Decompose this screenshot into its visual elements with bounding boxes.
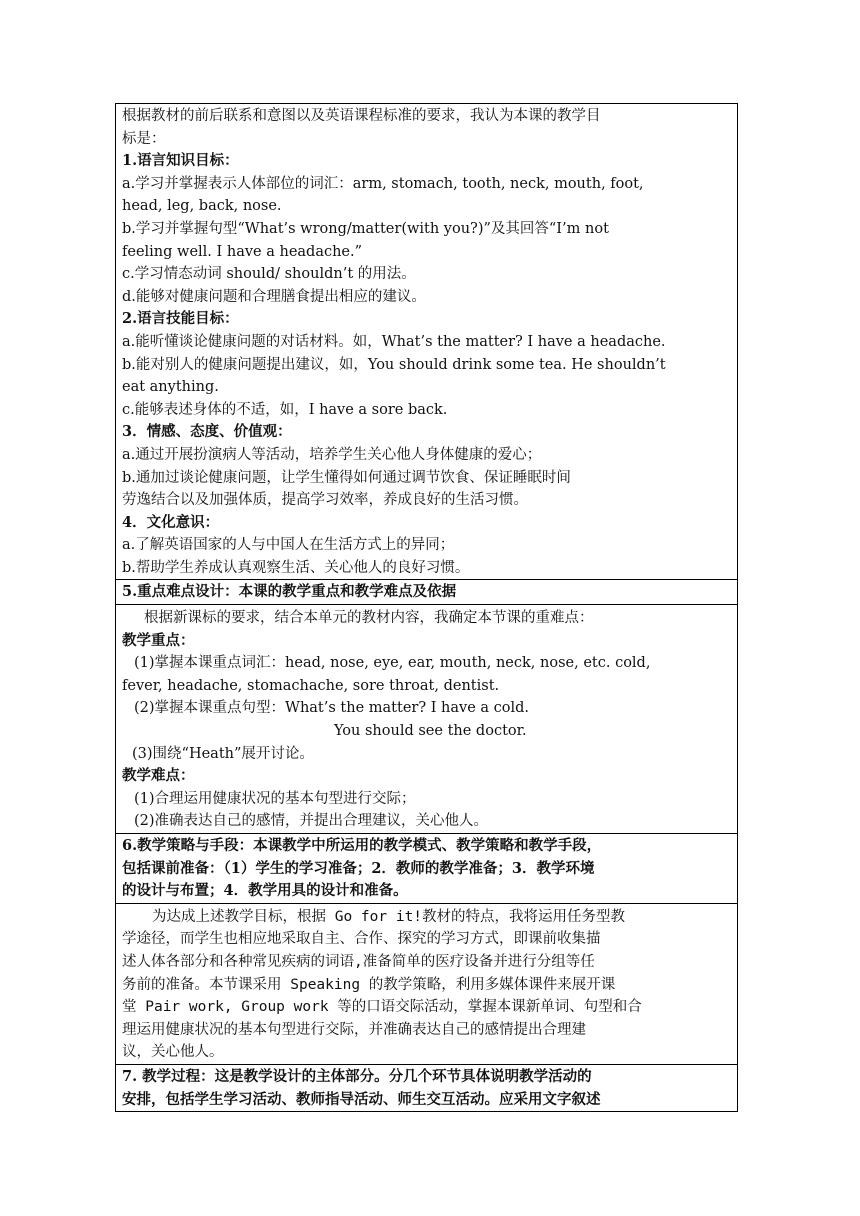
objective-item: c.能够表述身体的不适，如，I have a sore back. [122, 401, 448, 418]
section-title: 包括课前准备：（1）学生的学习准备；2．教师的教学准备；3．教学环境 [122, 859, 595, 877]
section-title: 的设计与布置；4．教学用具的设计和准备。 [122, 882, 408, 900]
objectives-row [116, 104, 738, 580]
objective-item: b.学习并掌握句型“What’s wrong/matter(with you?)”及其回答“I’m not [122, 220, 609, 237]
objectives-intro-line: 根据教材的前后联系和意图以及英语课程标准的要求，我认为本课的教学目 [122, 108, 601, 124]
key-point-item: (3)围绕“Heath”展开讨论。 [132, 745, 314, 762]
section-title: 5.重点难点设计：本课的教学重点和教学难点及依据 [122, 583, 457, 601]
process-header-row [116, 1064, 738, 1111]
key-point-item: (1)掌握本课重点词汇：head, nose, eye, ear, mouth, neck, nose, etc. cold, [134, 655, 651, 672]
keypoints-cell [116, 605, 738, 834]
process-header-cell [116, 1064, 738, 1111]
keypoints-row [116, 605, 738, 834]
strategy-cell [116, 903, 738, 1064]
lesson-plan-table [115, 103, 738, 1112]
objective-item: b.帮助学生养成认真观察生活、关心他人的良好习惯。 [122, 559, 470, 576]
objective-item: feeling well. I have a headache.” [122, 243, 363, 260]
section-title: 6.教学策略与手段：本课教学中所运用的教学模式、教学策略和教学手段， [122, 837, 602, 854]
strategy-header-cell [116, 834, 738, 904]
objective-item: a.学习并掌握表示人体部位的词汇：arm, stomach, tooth, neck, mouth, foot, [122, 175, 644, 192]
difficult-point-item: (2)准确表达自己的感情，并提出合理建议，关心他人。 [134, 813, 489, 830]
keypoints-header-row [116, 580, 738, 605]
section-heading: 1.语言知识目标： [122, 152, 239, 170]
objective-item: a.了解英语国家的人与中国人在生活方式上的异同； [122, 537, 455, 554]
difficult-points-label: 教学难点： [122, 767, 195, 785]
section-title: 7. 教学过程：这是教学设计的主体部分。分几个环节具体说明教学活动的 [122, 1067, 592, 1085]
strategy-row [116, 903, 738, 1064]
section-title: 安排，包括学生学习活动、教师指导活动、师生交互活动。应采用文字叙述 [122, 1090, 601, 1108]
objective-item: d.能够对健康问题和合理膳食提出相应的建议。 [122, 288, 426, 305]
strategy-header-row [116, 834, 738, 904]
objective-item: b.通加过谈论健康问题，让学生懂得如何通过调节饮食、保证睡眠时间 [122, 469, 571, 486]
strategy-paragraph-line: 务前的准备。本节课采用 Speaking 的教学策略，利用多媒体课件来展开课 [122, 976, 616, 993]
strategy-paragraph-line: 述人体各部分和各种常见疾病的词语,准备简单的医疗设备并进行分组等任 [122, 953, 595, 970]
objective-item: c.学习情态动词 should/ shouldn’t 的用法。 [122, 266, 416, 283]
key-points-label: 教学重点： [122, 631, 195, 649]
key-point-item: (2)掌握本课重点句型：What’s the matter? I have a cold. [134, 700, 530, 717]
objective-item: 劳逸结合以及加强体质，提高学习效率，养成良好的生活习惯。 [122, 492, 528, 509]
strategy-paragraph-line: 议，关心他人。 [122, 1044, 224, 1061]
strategy-paragraph-line: 理运用健康状况的基本句型进行交际，并准确表达自己的感情提出合理建 [122, 1021, 586, 1038]
strategy-paragraph-line: 学途径，而学生也相应地采取自主、合作、探究的学习方式，即课前收集描 [122, 931, 601, 948]
key-point-item: fever, headache, stomachache, sore throat, dentist. [122, 677, 500, 694]
key-point-item: You should see the doctor. [334, 723, 527, 740]
strategy-paragraph-line: 堂 Pair work, Group work 等的口语交际活动，掌握本课新单词、句型和合 [122, 999, 642, 1016]
objective-item: eat anything. [122, 379, 219, 396]
section-heading: 2.语言技能目标： [122, 310, 239, 328]
objective-item: a.通过开展扮演病人等活动，培养学生关心他人身体健康的爱心； [122, 446, 542, 463]
objectives-cell [116, 104, 738, 580]
strategy-paragraph-line: 为达成上述教学目标，根据 Go for it!教材的特点，我将运用任务型教 [152, 908, 626, 925]
keypoints-header-cell [116, 580, 738, 605]
objectives-intro-line: 标是： [122, 130, 166, 147]
objective-item: head, leg, back, nose. [122, 198, 282, 215]
objective-item: a.能听懂谈论健康问题的对话材料。如，What’s the matter? I have a headache. [122, 333, 666, 350]
objective-item: b.能对别人的健康问题提出建议，如，You should drink some tea. He shouldn’t [122, 356, 666, 373]
keypoints-intro: 根据新课标的要求，结合本单元的教材内容，我确定本节课的重难点： [144, 610, 594, 627]
section-heading: 3．情感、态度、价值观： [122, 423, 292, 441]
section-heading: 4．文化意识： [122, 513, 220, 531]
difficult-point-item: (1)合理运用健康状况的基本句型进行交际； [134, 790, 416, 807]
